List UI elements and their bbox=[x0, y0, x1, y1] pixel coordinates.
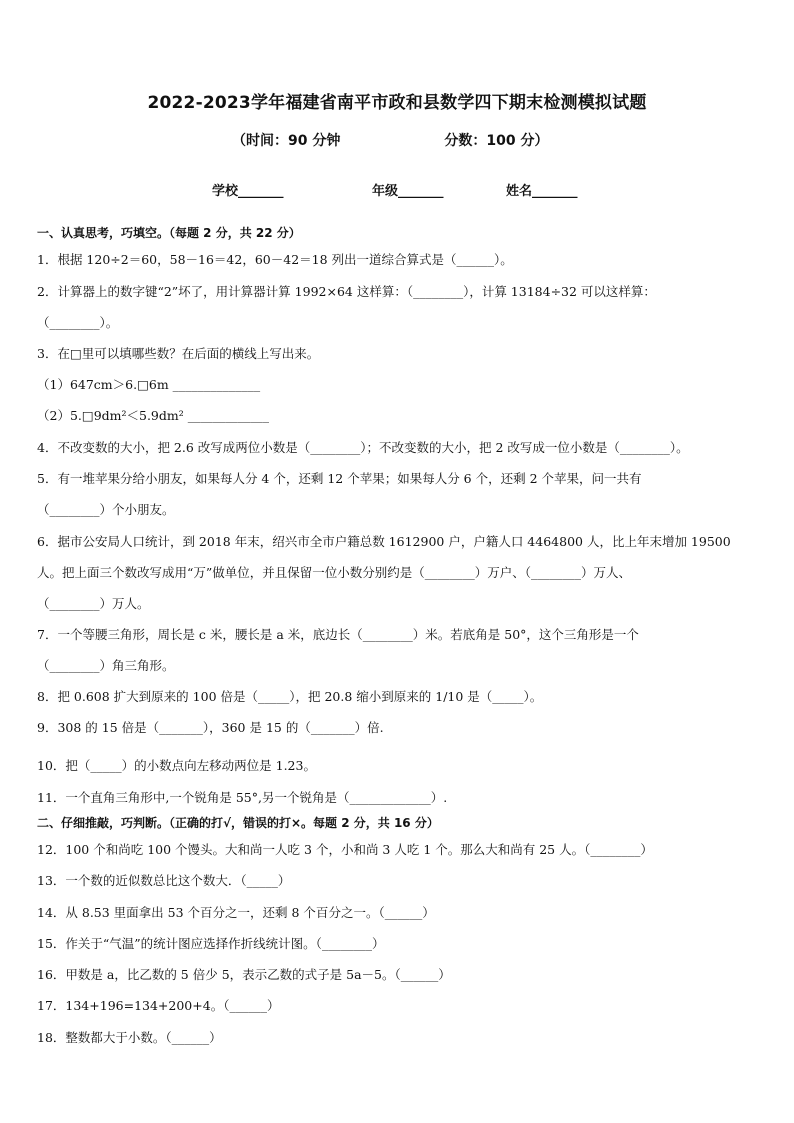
question-line: 9．308 的 15 倍是（_______），360 是 15 的（_______）倍. bbox=[37, 720, 384, 735]
score-label: 分数：100 分） bbox=[444, 133, 549, 149]
school-field: 学校_______ bbox=[212, 184, 284, 199]
question-line: 12．100 个和尚吃 100 个馒头。大和尚一人吃 3 个，小和尚 3 人吃 1 个。那么大和尚有 25 人。（________） bbox=[37, 842, 653, 857]
question-line: 3．在□里可以填哪些数？在后面的横线上写出来。 bbox=[37, 346, 320, 361]
question-line: 17．134+196=134+200+4。（______） bbox=[37, 998, 280, 1013]
question-line: （________）个小朋友。 bbox=[37, 502, 175, 517]
question-line: 10．把（_____）的小数点向左移动两位是 1.23。 bbox=[37, 758, 316, 773]
section-heading: 一、认真思考，巧填空。（每题 2 分，共 22 分） bbox=[37, 226, 301, 240]
question-line: （________）万人。 bbox=[37, 596, 150, 611]
question-line: 4．不改变数的大小，把 2.6 改写成两位小数是（________）；不改变数的大小，把 2 改写成一位小数是（________）。 bbox=[37, 440, 689, 455]
name-field: 姓名_______ bbox=[506, 184, 578, 199]
question-line: 8．把 0.608 扩大到原来的 100 倍是（_____），把 20.8 缩小到原来的 1/10 是（_____）。 bbox=[37, 689, 543, 704]
question-line: 2．计算器上的数字键“2”坏了，用计算器计算 1992×64 这样算：（________），计算 13184÷32 可以这样算： bbox=[37, 284, 656, 299]
question-line: 人。把上面三个数改写成用“万”做单位，并且保留一位小数分别约是（________）万户、（________）万人、 bbox=[37, 565, 632, 580]
question-line: 18．整数都大于小数。（______） bbox=[37, 1030, 222, 1045]
question-line: 15．作关于“气温”的统计图应选择作折线统计图。（________） bbox=[37, 936, 385, 951]
page-title: 2022-2023学年福建省南平市政和县数学四下期末检测模拟试题 bbox=[147, 93, 647, 113]
question-line: （________）角三角形。 bbox=[37, 658, 175, 673]
question-line: 13．一个数的近似数总比这个数大．（_____） bbox=[37, 873, 291, 888]
grade-field: 年级_______ bbox=[372, 184, 444, 199]
question-line: 7．一个等腰三角形，周长是 c 米，腰长是 a 米，底边长（________）米。若底角是 50°，这个三角形是一个 bbox=[37, 627, 639, 642]
exam-meta bbox=[232, 130, 548, 150]
question-line: （2）5.□9dm²＜5.9dm² _____________ bbox=[37, 408, 269, 423]
question-line: （________）。 bbox=[37, 315, 119, 330]
question-line: 5．有一堆苹果分给小朋友，如果每人分 4 个，还剩 12 个苹果；如果每人分 6 个，还剩 2 个苹果，问一共有 bbox=[37, 471, 642, 486]
question-line: 1．根据 120÷2＝60，58－16＝42，60－42＝18 列出一道综合算式是（______）。 bbox=[37, 252, 513, 267]
question-line: 14．从 8.53 里面拿出 53 个百分之一，还剩 8 个百分之一。（______） bbox=[37, 905, 435, 920]
time-label: （时间：90 分钟 bbox=[232, 133, 341, 149]
question-line: 16．甲数是 a，比乙数的 5 倍少 5，表示乙数的式子是 5a－5。（______） bbox=[37, 967, 451, 982]
question-line: 11．一个直角三角形中,一个锐角是 55°,另一个锐角是（_____________）. bbox=[37, 790, 448, 805]
section-heading: 二、仔细推敲，巧判断。（正确的打√，错误的打×。每题 2 分，共 16 分） bbox=[37, 816, 439, 830]
question-line: 6．据市公安局人口统计，到 2018 年末，绍兴市全市户籍总数 1612900 户，户籍人口 4464800 人，比上年末增加 19500 bbox=[37, 534, 731, 549]
question-line: （1）647cm＞6.□6m ______________ bbox=[37, 377, 261, 392]
